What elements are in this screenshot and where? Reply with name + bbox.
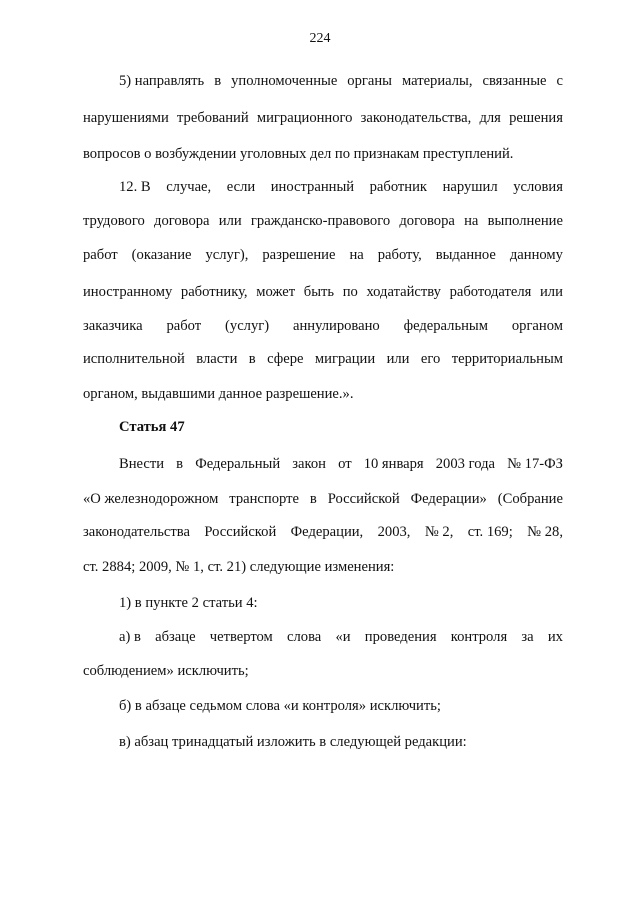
word: в: [248, 351, 256, 367]
word: органом: [511, 318, 563, 334]
word: Российской: [204, 524, 277, 540]
text-line: б) в абзаце седьмом слова «и контроля» исключить;: [119, 698, 441, 714]
word: или: [386, 351, 410, 367]
word: или: [218, 213, 242, 229]
word: законодательства,: [360, 110, 472, 126]
word: связанные: [482, 73, 547, 89]
word: работодателя: [449, 284, 532, 300]
word: власти: [196, 351, 238, 367]
word: его: [420, 351, 441, 367]
word: «и: [335, 629, 351, 645]
word: нарушениями: [83, 110, 169, 126]
text-line: в) абзац тринадцатый изложить в следующей редакции:: [119, 734, 467, 750]
word: федеральным: [403, 318, 488, 334]
word: гражданско-правового: [250, 213, 391, 229]
word: аннулировано: [292, 318, 380, 334]
word: в: [214, 73, 222, 89]
text-line: [83, 490, 563, 508]
word: нарушил: [442, 179, 498, 195]
word: иностранному: [83, 284, 173, 300]
word: если: [226, 179, 256, 195]
text-line: [119, 628, 563, 646]
word: № 2,: [424, 524, 454, 540]
word: разрешение: [262, 247, 336, 263]
word: контроля: [450, 629, 508, 645]
word: услуг),: [205, 247, 249, 263]
word: заказчика: [83, 318, 143, 334]
text-line: [83, 109, 563, 127]
text-line: [119, 455, 563, 473]
word: работ: [166, 318, 202, 334]
word: выданное: [435, 247, 496, 263]
text-line: [83, 523, 563, 541]
word: в: [309, 491, 317, 507]
word: (Собрание: [497, 491, 563, 507]
word: их: [547, 629, 563, 645]
word: на: [349, 247, 364, 263]
word: исполнительной: [83, 351, 185, 367]
word: 2003,: [377, 524, 411, 540]
word: территориальным: [451, 351, 563, 367]
word: органы: [347, 73, 392, 89]
text-line: органом, выдавшими данное разрешение.».: [83, 386, 354, 402]
word: № 28,: [527, 524, 563, 540]
article-heading: Статья 47: [119, 419, 185, 435]
word: 2003 года: [435, 456, 495, 472]
word: Российской: [327, 491, 400, 507]
word: условия: [513, 179, 563, 195]
word: миграционного: [256, 110, 353, 126]
word: быть: [303, 284, 335, 300]
word: работу,: [377, 247, 422, 263]
word: работник: [369, 179, 428, 195]
word: может: [256, 284, 296, 300]
word: миграции: [314, 351, 376, 367]
word: договора: [154, 213, 210, 229]
word: с: [556, 73, 563, 89]
word: за: [521, 629, 534, 645]
word: иностранный: [270, 179, 355, 195]
word: данному: [509, 247, 563, 263]
word: законодательства: [83, 524, 190, 540]
word: абзаце: [155, 629, 196, 645]
word: а) в: [119, 629, 141, 645]
text-line: [83, 350, 563, 368]
page-number: 224: [309, 31, 331, 46]
word: или: [540, 284, 563, 300]
word: «О железнодорожном: [83, 491, 219, 507]
word: Федеральный: [195, 456, 281, 472]
text-line: соблюдением» исключить;: [83, 663, 249, 679]
word: работнику,: [180, 284, 248, 300]
word: договора: [399, 213, 455, 229]
word: работ: [83, 247, 118, 263]
word: № 17-ФЗ: [507, 456, 563, 472]
word: слова: [287, 629, 322, 645]
word: материалы,: [401, 73, 473, 89]
word: ходатайству: [366, 284, 441, 300]
word: в: [176, 456, 184, 472]
text-line: 1) в пункте 2 статьи 4:: [119, 595, 258, 611]
word: Внести: [119, 456, 165, 472]
word: трудового: [83, 213, 145, 229]
word: четвертом: [209, 629, 273, 645]
word: 5) направлять: [119, 73, 205, 89]
word: от: [338, 456, 352, 472]
word: на: [464, 213, 479, 229]
word: 10 января: [363, 456, 424, 472]
word: по: [342, 284, 358, 300]
word: решения: [509, 110, 563, 126]
word: ст. 169;: [467, 524, 513, 540]
word: требований: [177, 110, 249, 126]
word: (услуг): [225, 318, 270, 334]
text-line: вопросов о возбуждении уголовных дел по признакам преступлений.: [83, 146, 514, 162]
word: проведения: [364, 629, 437, 645]
word: закон: [292, 456, 326, 472]
word: сфере: [267, 351, 304, 367]
word: транспорте: [229, 491, 299, 507]
word: уполномоченные: [231, 73, 338, 89]
word: 12. В: [119, 179, 151, 195]
text-line: [83, 212, 563, 230]
text-line: [83, 283, 563, 301]
text-line: [119, 72, 563, 90]
text-line: [83, 317, 563, 335]
word: случае,: [166, 179, 212, 195]
word: для: [479, 110, 501, 126]
text-line: [83, 246, 563, 264]
text-line: ст. 2884; 2009, № 1, ст. 21) следующие изменения:: [83, 559, 395, 575]
text-line: [119, 178, 563, 196]
word: (оказание: [131, 247, 192, 263]
word: выполнение: [487, 213, 563, 229]
word: Федерации,: [290, 524, 364, 540]
word: Федерации»: [410, 491, 487, 507]
